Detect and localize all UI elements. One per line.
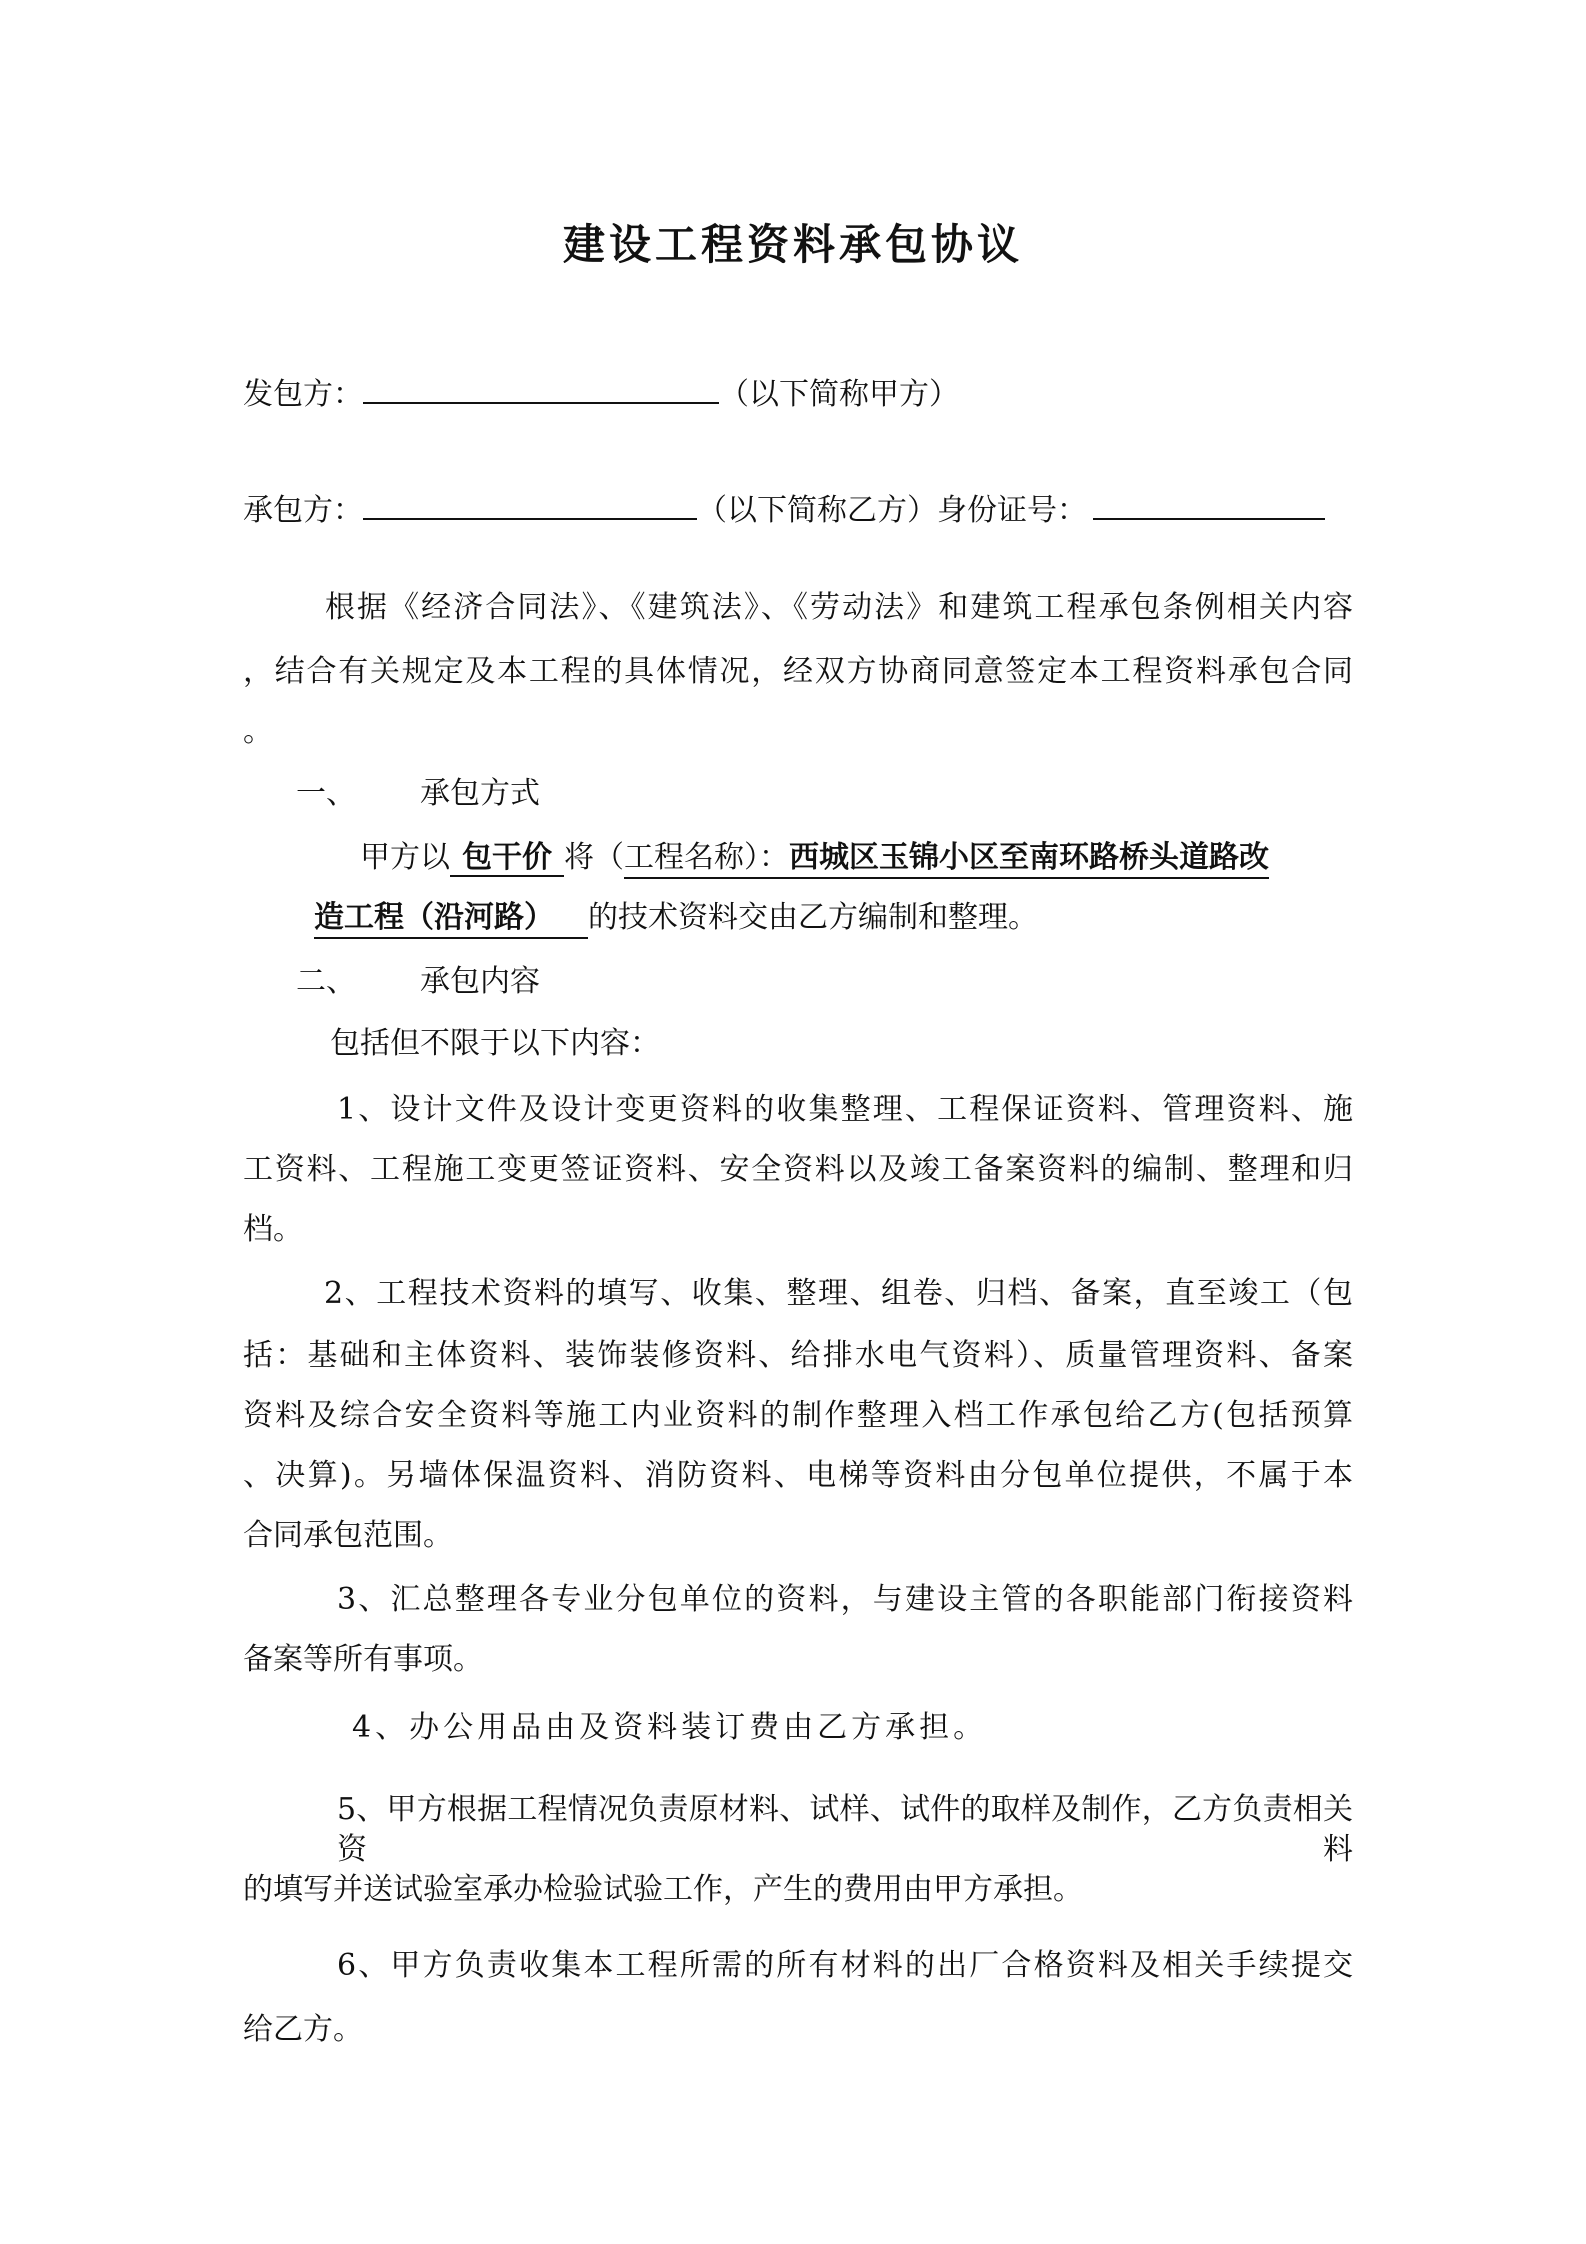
- id-number-blank[interactable]: [1093, 488, 1325, 520]
- intro-line-1: 根据《经济合同法》、《建筑法》、《劳动法》和建筑工程承包条例相关内容: [325, 590, 1353, 625]
- section-1-prefix: 甲方以: [360, 840, 450, 875]
- item-6-line-1: 6、甲方负责收集本工程所需的所有材料的出厂合格资料及相关手续提交: [337, 1948, 1353, 1983]
- intro-line-3: 。: [243, 714, 273, 749]
- item-5-line-2: 的填写并送试验室承办检验试验工作，产生的费用由甲方承担。: [243, 1872, 1083, 1907]
- section-2-lead: 包括但不限于以下内容：: [330, 1026, 660, 1061]
- project-name-1: 西城区玉锦小区至南环路桥头道路改: [789, 840, 1269, 879]
- party-b-label: 承包方：: [243, 493, 363, 528]
- item-2-line-1: 2、工程技术资料的填写、收集、整理、组卷、归档、备案，直至竣工（包: [324, 1276, 1353, 1311]
- section-2-title: 承包内容: [420, 964, 540, 999]
- party-a-label: 发包方：: [243, 377, 363, 412]
- item-1-line-2: 工资料、工程施工变更签证资料、安全资料以及竣工备案资料的编制、整理和归: [243, 1152, 1353, 1187]
- party-a-blank[interactable]: [363, 372, 719, 404]
- item-2-line-3: 资料及综合安全资料等施工内业资料的制作整理入档工作承包给乙方(包括预算: [243, 1398, 1353, 1433]
- party-b-suffix: （以下简称乙方）: [697, 493, 937, 528]
- item-3-line-1: 3、汇总整理各专业分包单位的资料，与建设主管的各职能部门衔接资料: [337, 1582, 1353, 1617]
- item-4-line-1: 4、办公用品由及资料装订费由乙方承担。: [352, 1710, 988, 1745]
- document-title: 建设工程资料承包协议: [562, 220, 1023, 269]
- party-b-blank[interactable]: [363, 488, 697, 520]
- item-5-line-1: 5、甲方根据工程情况负责原材料、试样、试件的取样及制作，乙方负责相关资料: [337, 1792, 1353, 1867]
- section-1-title: 承包方式: [420, 776, 540, 811]
- section-1-number: 一、: [296, 776, 356, 811]
- section-2-heading: [296, 962, 1406, 1002]
- item-2-line-4: 、决算)。另墙体保温资料、消防资料、电梯等资料由分包单位提供，不属于本: [243, 1458, 1353, 1493]
- item-1-line-1: 1、设计文件及设计变更资料的收集整理、工程保证资料、管理资料、施: [337, 1092, 1353, 1127]
- section-1-suffix: 的技术资料交由乙方编制和整理。: [588, 900, 1038, 935]
- section-1-mid: 将（: [564, 840, 624, 875]
- party-a-line: [243, 372, 1353, 415]
- item-6-line-2: 给乙方。: [243, 2012, 363, 2047]
- section-2-number: 二、: [296, 964, 356, 999]
- project-name-2: 造工程（沿河路）: [314, 900, 588, 939]
- id-number-label: 身份证号：: [937, 493, 1087, 528]
- party-a-suffix: （以下简称甲方）: [719, 377, 959, 412]
- item-2-line-2: 括：基础和主体资料、装饰装修资料、给排水电气资料）、质量管理资料、备案: [243, 1338, 1353, 1373]
- intro-line-2: ，结合有关规定及本工程的具体情况，经双方协商同意签定本工程资料承包合同: [243, 654, 1353, 689]
- price-type: 包干价: [450, 840, 564, 877]
- section-1-paragraph-line-2: [314, 898, 1424, 938]
- project-label: 工程名称）：: [624, 840, 789, 879]
- item-3-line-2: 备案等所有事项。: [243, 1642, 483, 1677]
- item-1-line-3: 档。: [243, 1212, 303, 1247]
- party-b-line: [243, 488, 1353, 531]
- section-1-heading: [296, 774, 1406, 814]
- section-1-paragraph-line-1: [360, 838, 1353, 878]
- item-2-line-5: 合同承包范围。: [243, 1518, 453, 1553]
